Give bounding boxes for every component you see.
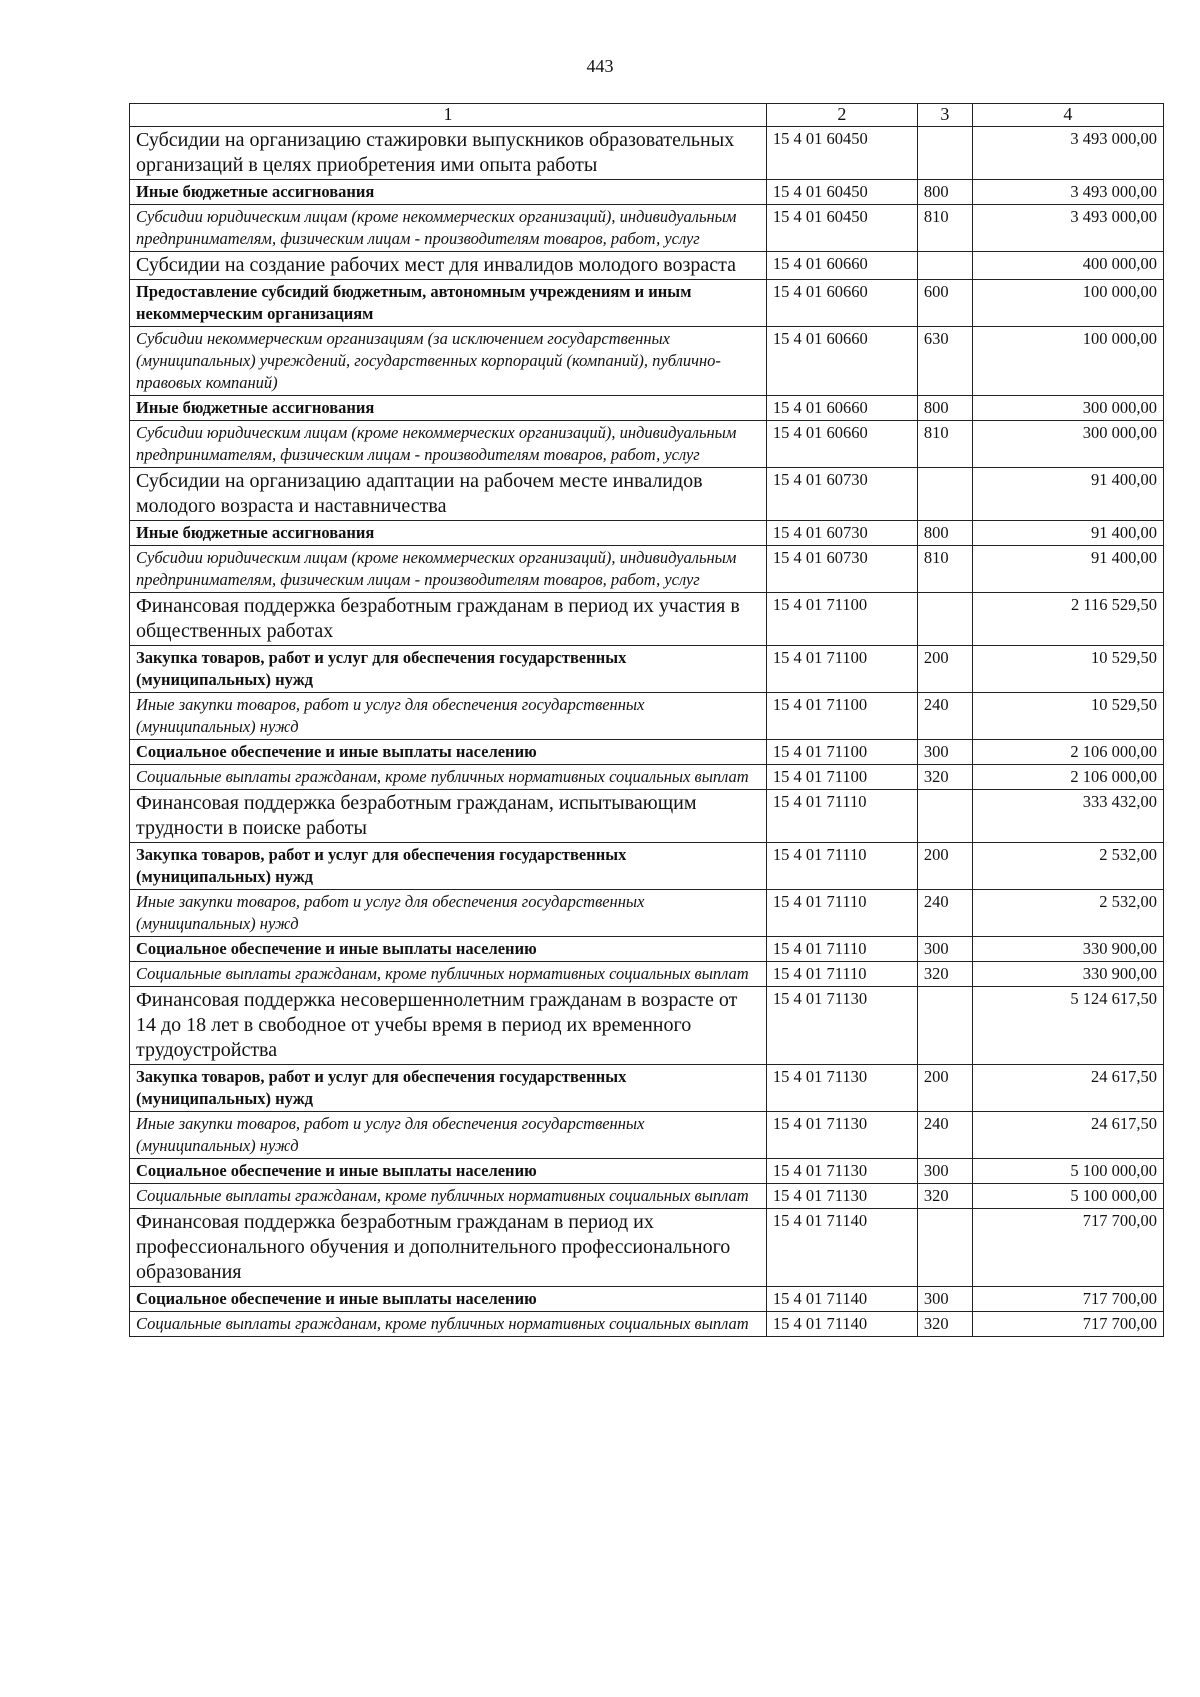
row-target-code: 15 4 01 71100 <box>766 593 917 646</box>
row-target-code: 15 4 01 60660 <box>766 252 917 280</box>
row-amount: 330 900,00 <box>972 937 1163 962</box>
row-amount: 717 700,00 <box>972 1287 1163 1312</box>
row-name: Социальное обеспечение и иные выплаты населению <box>130 1159 767 1184</box>
row-amount: 10 529,50 <box>972 646 1163 693</box>
row-amount: 100 000,00 <box>972 327 1163 396</box>
table-row <box>130 1112 1164 1159</box>
table-row <box>130 1159 1164 1184</box>
row-name: Субсидии юридическим лицам (кроме некоммерческих организаций), индивидуальным предпринимателям, физическим лицам - производителям товаров, работ, услуг <box>130 421 767 468</box>
row-target-code: 15 4 01 60660 <box>766 396 917 421</box>
table-row <box>130 1312 1164 1337</box>
table-row <box>130 765 1164 790</box>
row-name: Закупка товаров, работ и услуг для обеспечения государственных (муниципальных) нужд <box>130 843 767 890</box>
row-amount: 91 400,00 <box>972 546 1163 593</box>
row-expense-type: 300 <box>917 740 972 765</box>
row-name: Социальные выплаты гражданам, кроме публичных нормативных социальных выплат <box>130 1184 767 1209</box>
row-name: Иные бюджетные ассигнования <box>130 396 767 421</box>
row-target-code: 15 4 01 71130 <box>766 1112 917 1159</box>
row-expense-type <box>917 252 972 280</box>
row-name: Иные бюджетные ассигнования <box>130 180 767 205</box>
row-expense-type: 800 <box>917 396 972 421</box>
row-expense-type: 800 <box>917 180 972 205</box>
row-name: Финансовая поддержка безработным гражданам в период их профессионального обучения и дополнительного профессионального образования <box>130 1209 767 1287</box>
row-target-code: 15 4 01 71110 <box>766 890 917 937</box>
row-expense-type: 810 <box>917 421 972 468</box>
row-amount: 300 000,00 <box>972 421 1163 468</box>
row-name: Субсидии юридическим лицам (кроме некоммерческих организаций), индивидуальным предпринимателям, физическим лицам - производителям товаров, работ, услуг <box>130 546 767 593</box>
row-name: Социальные выплаты гражданам, кроме публичных нормативных социальных выплат <box>130 1312 767 1337</box>
table-row <box>130 843 1164 890</box>
row-name: Субсидии некоммерческим организациям (за исключением государственных (муниципальных) учреждений, государственных корпораций (компаний), публично-правовых компаний) <box>130 327 767 396</box>
row-amount: 300 000,00 <box>972 396 1163 421</box>
row-amount: 400 000,00 <box>972 252 1163 280</box>
row-name: Иные закупки товаров, работ и услуг для обеспечения государственных (муниципальных) нужд <box>130 890 767 937</box>
row-target-code: 15 4 01 60450 <box>766 205 917 252</box>
budget-table <box>129 103 1164 1337</box>
row-expense-type <box>917 987 972 1065</box>
table-row <box>130 421 1164 468</box>
row-amount: 5 100 000,00 <box>972 1159 1163 1184</box>
table-row <box>130 740 1164 765</box>
table-row <box>130 1065 1164 1112</box>
row-expense-type: 300 <box>917 1159 972 1184</box>
row-expense-type: 800 <box>917 521 972 546</box>
row-name: Социальное обеспечение и иные выплаты населению <box>130 937 767 962</box>
row-name: Субсидии на создание рабочих мест для инвалидов молодого возраста <box>130 252 767 280</box>
row-name: Финансовая поддержка безработным гражданам, испытывающим трудности в поиске работы <box>130 790 767 843</box>
row-expense-type <box>917 593 972 646</box>
row-amount: 717 700,00 <box>972 1312 1163 1337</box>
row-expense-type: 320 <box>917 765 972 790</box>
row-expense-type: 810 <box>917 205 972 252</box>
table-row <box>130 987 1164 1065</box>
row-name: Социальное обеспечение и иные выплаты населению <box>130 740 767 765</box>
table-row <box>130 646 1164 693</box>
row-target-code: 15 4 01 71130 <box>766 987 917 1065</box>
row-expense-type <box>917 127 972 180</box>
row-target-code: 15 4 01 71100 <box>766 646 917 693</box>
row-target-code: 15 4 01 71110 <box>766 790 917 843</box>
row-name: Субсидии юридическим лицам (кроме некоммерческих организаций), индивидуальным предпринимателям, физическим лицам - производителям товаров, работ, услуг <box>130 205 767 252</box>
row-target-code: 15 4 01 60660 <box>766 327 917 396</box>
table-row <box>130 327 1164 396</box>
row-target-code: 15 4 01 71140 <box>766 1209 917 1287</box>
row-target-code: 15 4 01 71140 <box>766 1287 917 1312</box>
header-col-4: 4 <box>972 104 1163 127</box>
row-target-code: 15 4 01 60730 <box>766 546 917 593</box>
row-amount: 2 532,00 <box>972 843 1163 890</box>
row-target-code: 15 4 01 60730 <box>766 521 917 546</box>
row-target-code: 15 4 01 71130 <box>766 1159 917 1184</box>
row-amount: 3 493 000,00 <box>972 127 1163 180</box>
row-amount: 5 100 000,00 <box>972 1184 1163 1209</box>
row-name: Иные бюджетные ассигнования <box>130 521 767 546</box>
row-expense-type <box>917 790 972 843</box>
row-expense-type: 200 <box>917 646 972 693</box>
table-row <box>130 1184 1164 1209</box>
row-amount: 3 493 000,00 <box>972 180 1163 205</box>
row-target-code: 15 4 01 71130 <box>766 1184 917 1209</box>
table-header <box>130 104 1164 127</box>
table-body <box>130 127 1164 1337</box>
row-expense-type: 600 <box>917 280 972 327</box>
row-expense-type: 240 <box>917 693 972 740</box>
table-row <box>130 1287 1164 1312</box>
table-row <box>130 468 1164 521</box>
row-expense-type: 630 <box>917 327 972 396</box>
table-row <box>130 205 1164 252</box>
table-row <box>130 280 1164 327</box>
row-name: Закупка товаров, работ и услуг для обеспечения государственных (муниципальных) нужд <box>130 1065 767 1112</box>
row-amount: 2 106 000,00 <box>972 765 1163 790</box>
table-row <box>130 127 1164 180</box>
row-amount: 2 106 000,00 <box>972 740 1163 765</box>
row-name: Иные закупки товаров, работ и услуг для обеспечения государственных (муниципальных) нужд <box>130 1112 767 1159</box>
table-row <box>130 937 1164 962</box>
row-amount: 333 432,00 <box>972 790 1163 843</box>
row-amount: 10 529,50 <box>972 693 1163 740</box>
row-target-code: 15 4 01 60660 <box>766 280 917 327</box>
row-name: Финансовая поддержка безработным гражданам в период их участия в общественных работах <box>130 593 767 646</box>
row-expense-type: 240 <box>917 890 972 937</box>
row-target-code: 15 4 01 71130 <box>766 1065 917 1112</box>
row-amount: 91 400,00 <box>972 468 1163 521</box>
page-number: 443 <box>586 56 614 76</box>
header-col-2: 2 <box>766 104 917 127</box>
row-name: Социальное обеспечение и иные выплаты населению <box>130 1287 767 1312</box>
row-expense-type: 320 <box>917 1312 972 1337</box>
row-name: Социальные выплаты гражданам, кроме публичных нормативных социальных выплат <box>130 962 767 987</box>
row-amount: 24 617,50 <box>972 1112 1163 1159</box>
row-name: Субсидии на организацию стажировки выпускников образовательных организаций в целях приобретения ими опыта работы <box>130 127 767 180</box>
row-expense-type <box>917 468 972 521</box>
row-expense-type: 320 <box>917 962 972 987</box>
row-target-code: 15 4 01 71110 <box>766 843 917 890</box>
row-expense-type: 810 <box>917 546 972 593</box>
row-target-code: 15 4 01 71100 <box>766 693 917 740</box>
row-target-code: 15 4 01 71110 <box>766 962 917 987</box>
row-name: Предоставление субсидий бюджетным, автономным учреждениям и иным некоммерческим организациям <box>130 280 767 327</box>
header-row <box>130 104 1164 127</box>
table-row <box>130 180 1164 205</box>
row-target-code: 15 4 01 60450 <box>766 127 917 180</box>
row-amount: 2 532,00 <box>972 890 1163 937</box>
row-expense-type <box>917 1209 972 1287</box>
row-amount: 2 116 529,50 <box>972 593 1163 646</box>
row-name: Субсидии на организацию адаптации на рабочем месте инвалидов молодого возраста и наставничества <box>130 468 767 521</box>
table-row <box>130 790 1164 843</box>
row-amount: 5 124 617,50 <box>972 987 1163 1065</box>
row-name: Закупка товаров, работ и услуг для обеспечения государственных (муниципальных) нужд <box>130 646 767 693</box>
row-name: Финансовая поддержка несовершеннолетним гражданам в возрасте от 14 до 18 лет в свободное от учебы время в период их временного трудоустройства <box>130 987 767 1065</box>
row-target-code: 15 4 01 71100 <box>766 740 917 765</box>
row-expense-type: 320 <box>917 1184 972 1209</box>
table-row <box>130 396 1164 421</box>
row-amount: 3 493 000,00 <box>972 205 1163 252</box>
row-target-code: 15 4 01 71140 <box>766 1312 917 1337</box>
row-target-code: 15 4 01 60730 <box>766 468 917 521</box>
table-row <box>130 252 1164 280</box>
row-expense-type: 200 <box>917 1065 972 1112</box>
row-amount: 717 700,00 <box>972 1209 1163 1287</box>
header-col-3: 3 <box>917 104 972 127</box>
table-row <box>130 890 1164 937</box>
table-row <box>130 962 1164 987</box>
row-name: Социальные выплаты гражданам, кроме публичных нормативных социальных выплат <box>130 765 767 790</box>
table-row <box>130 521 1164 546</box>
row-expense-type: 200 <box>917 843 972 890</box>
row-amount: 24 617,50 <box>972 1065 1163 1112</box>
row-amount: 100 000,00 <box>972 280 1163 327</box>
row-amount: 91 400,00 <box>972 521 1163 546</box>
row-target-code: 15 4 01 71100 <box>766 765 917 790</box>
row-name: Иные закупки товаров, работ и услуг для обеспечения государственных (муниципальных) нужд <box>130 693 767 740</box>
table-row <box>130 593 1164 646</box>
header-col-1: 1 <box>130 104 767 127</box>
row-target-code: 15 4 01 71110 <box>766 937 917 962</box>
row-target-code: 15 4 01 60450 <box>766 180 917 205</box>
row-expense-type: 300 <box>917 1287 972 1312</box>
row-expense-type: 240 <box>917 1112 972 1159</box>
row-amount: 330 900,00 <box>972 962 1163 987</box>
table-row <box>130 693 1164 740</box>
row-target-code: 15 4 01 60660 <box>766 421 917 468</box>
table-row <box>130 1209 1164 1287</box>
row-expense-type: 300 <box>917 937 972 962</box>
table-row <box>130 546 1164 593</box>
